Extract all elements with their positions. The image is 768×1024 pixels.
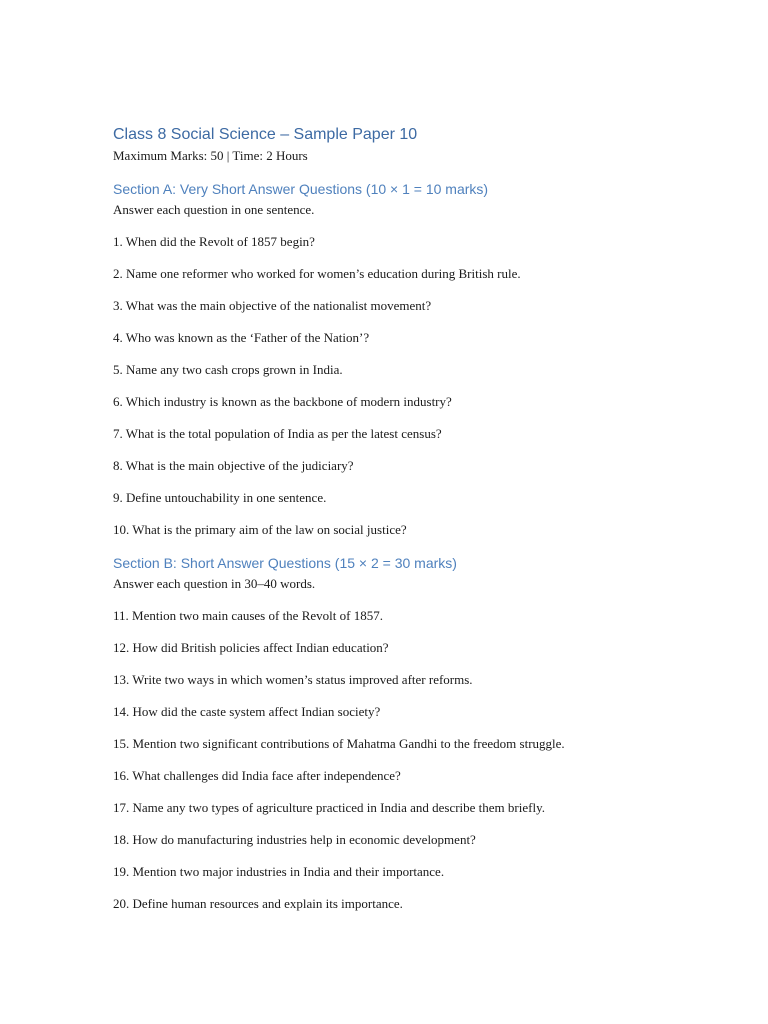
question-item: 14. How did the caste system affect Indian society? xyxy=(113,704,381,719)
question-item: 18. How do manufacturing industries help in economic development? xyxy=(113,832,476,847)
section-a xyxy=(113,180,733,538)
question-item: 7. What is the total population of India as per the latest census? xyxy=(113,426,442,441)
question-item: 6. Which industry is known as the backbone of modern industry? xyxy=(113,394,452,409)
question-item: 13. Write two ways in which women’s status improved after reforms. xyxy=(113,672,473,687)
question-item: 15. Mention two significant contributions of Mahatma Gandhi to the freedom struggle. xyxy=(113,736,565,751)
question-item: 19. Mention two major industries in India and their importance. xyxy=(113,864,445,879)
question-item: 10. What is the primary aim of the law on social justice? xyxy=(113,522,407,537)
section-b-instructions: Answer each question in 30–40 words. xyxy=(113,576,316,591)
question-item: 3. What was the main objective of the nationalist movement? xyxy=(113,298,432,313)
question-item: 4. Who was known as the ‘Father of the Nation’? xyxy=(113,330,370,345)
section-a-heading: Section A: Very Short Answer Questions (10 × 1 = 10 marks) xyxy=(113,181,489,197)
page-title: Class 8 Social Science – Sample Paper 10 xyxy=(113,126,418,143)
section-a-instructions: Answer each question in one sentence. xyxy=(113,202,315,217)
section-b xyxy=(113,554,733,912)
question-item: 2. Name one reformer who worked for women’s education during British rule. xyxy=(113,266,521,281)
section-b-heading: Section B: Short Answer Questions (15 × 2 = 30 marks) xyxy=(113,555,457,571)
section-a-questions xyxy=(113,234,733,538)
document-page xyxy=(113,125,733,912)
question-item: 12. How did British policies affect Indian education? xyxy=(113,640,389,655)
question-item: 5. Name any two cash crops grown in India. xyxy=(113,362,343,377)
question-item: 11. Mention two main causes of the Revolt of 1857. xyxy=(113,608,383,623)
question-item: 17. Name any two types of agriculture practiced in India and describe them briefly. xyxy=(113,800,545,815)
question-item: 8. What is the main objective of the judiciary? xyxy=(113,458,354,473)
question-item: 20. Define human resources and explain its importance. xyxy=(113,896,403,911)
question-item: 1. When did the Revolt of 1857 begin? xyxy=(113,234,315,249)
exam-meta: Maximum Marks: 50 | Time: 2 Hours xyxy=(113,148,308,163)
section-b-questions xyxy=(113,608,733,912)
question-item: 16. What challenges did India face after independence? xyxy=(113,768,401,783)
question-item: 9. Define untouchability in one sentence. xyxy=(113,490,327,505)
